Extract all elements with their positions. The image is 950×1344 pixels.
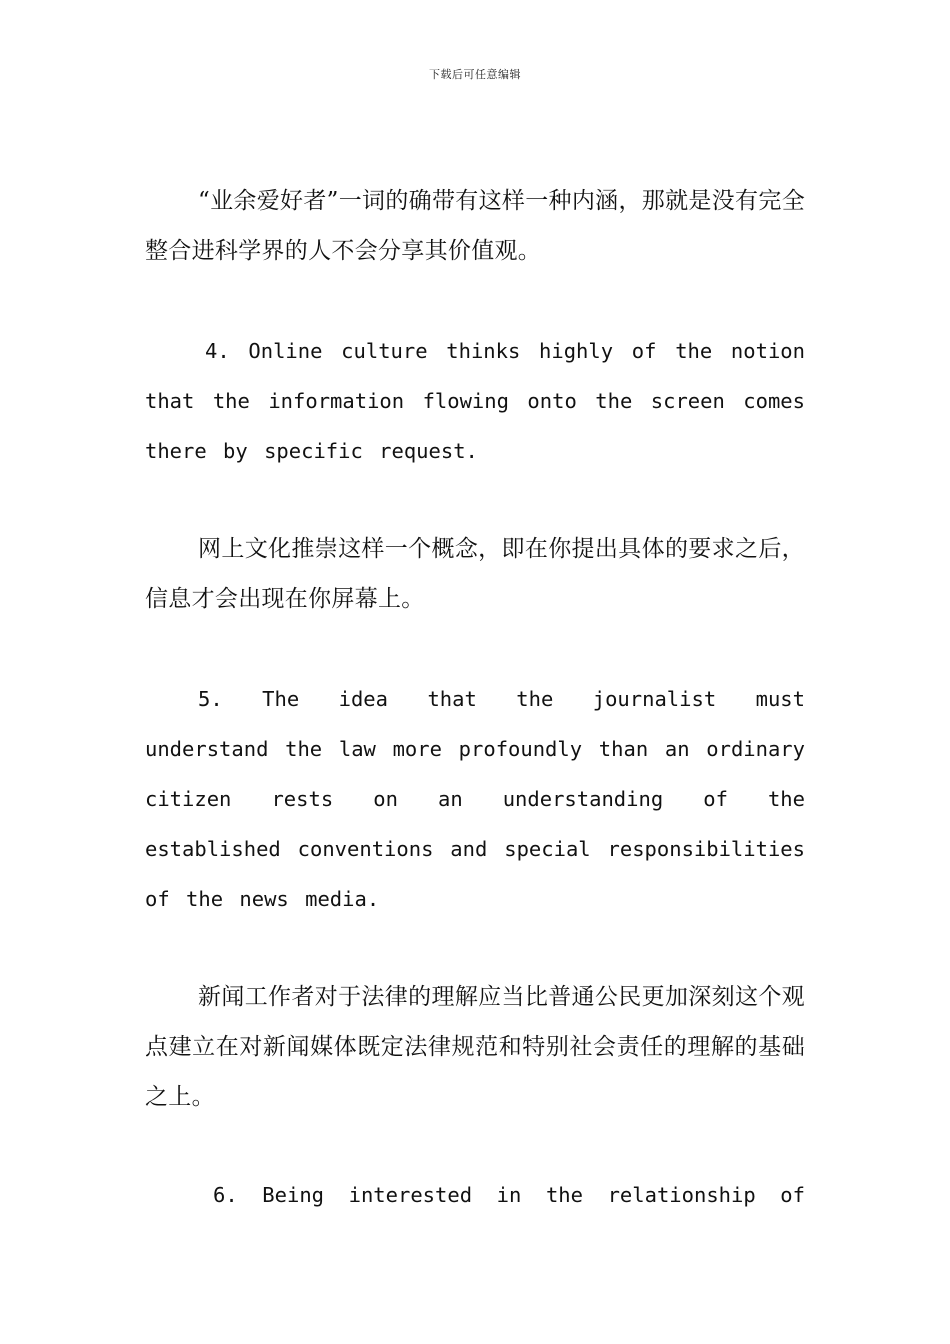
- paragraph-block-3: [145, 524, 805, 624]
- paragraph-english-sentence-5: 5. The idea that the journalist must understand the law more profoundly than an ordinary citizen rests on an understanding of the established conventions and special responsibilities of the news media.: [145, 687, 805, 911]
- paragraph-chinese-translation: 新闻工作者对于法律的理解应当比普通公民更加深刻这个观点建立在对新闻媒体既定法律规范和特别社会责任的理解的基础之上。: [145, 984, 805, 1110]
- paragraph-block-4: [145, 674, 805, 924]
- paragraph-block-2: [145, 326, 805, 476]
- running-header: 下载后可任意编辑: [429, 68, 521, 81]
- paragraph-chinese-translation: “业余爱好者”一词的确带有这样一种内涵，那就是没有完全整合进科学界的人不会分享其价值观。: [145, 188, 805, 264]
- paragraph-block-5: [145, 972, 805, 1122]
- paragraph-chinese-translation: 网上文化推崇这样一个概念，即在你提出具体的要求之后，信息才会出现在你屏幕上。: [145, 536, 805, 612]
- paragraph-block-1: [145, 176, 805, 276]
- paragraph-block-6: [145, 1170, 805, 1220]
- paragraph-english-sentence-6: 6. Being interested in the relationship of: [213, 1183, 805, 1207]
- paragraph-english-sentence-4: 4. Online culture thinks highly of the notion that the information flowing onto the screen comes there by specific request.: [145, 339, 805, 463]
